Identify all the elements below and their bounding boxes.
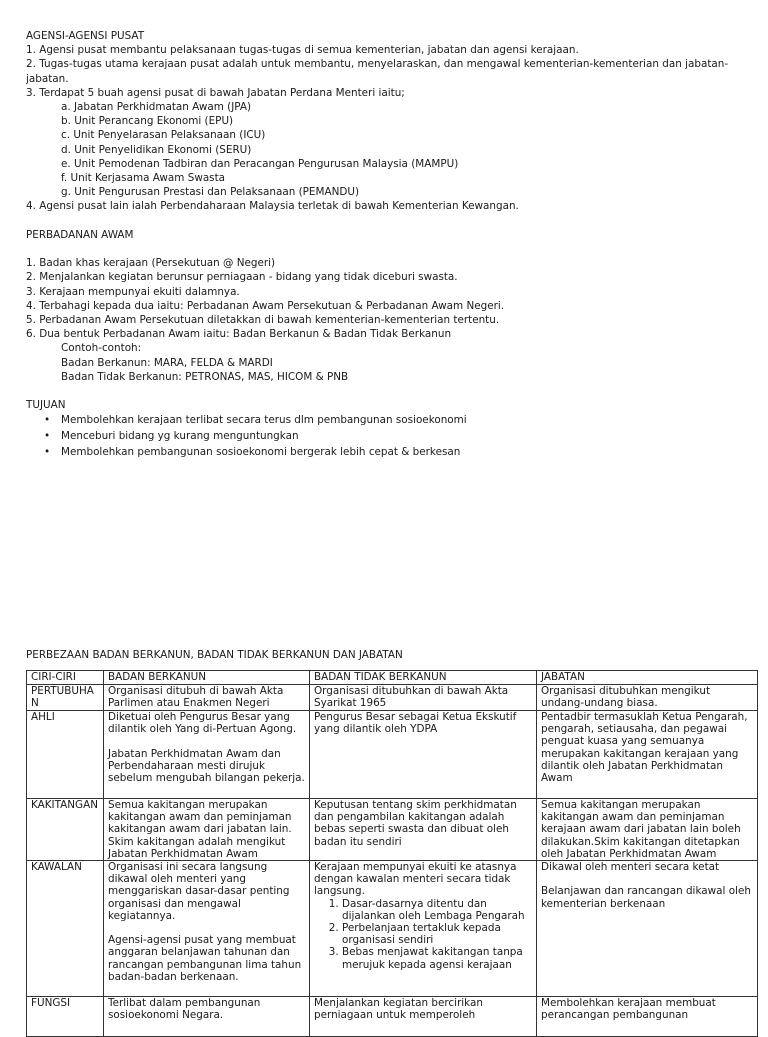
cell-paragraph: Kerajaan mempunyai ekuiti ke atasnya dengan kawalan menteri secara tidak langsung. (314, 861, 517, 898)
contoh-label: Contoh-contoh: (61, 342, 142, 355)
comparison-table (26, 670, 758, 1037)
row-label-kakitangan: KAKITANGAN (27, 799, 104, 861)
agensi-point-4: 4. Agensi pusat lain ialah Perbendaharaan Malaysia terletak di bawah Kementerian Kewangan. (26, 200, 519, 213)
agensi-unit-d: d. Unit Penyelidikan Ekonomi (SERU) (61, 143, 252, 156)
cell-text (104, 861, 310, 997)
table-row (27, 711, 758, 799)
row-label-kawalan: KAWALAN (27, 861, 104, 997)
cell-text: Organisasi ditubuh di bawah Akta Parlimen atau Enakmen Negeri (104, 685, 310, 711)
contoh-badan-tidak-berkanun: Badan Tidak Berkanun: PETRONAS, MAS, HICOM & PNB (61, 370, 349, 383)
tujuan-bullet: • Membolehkan kerajaan terlibat secara terus dlm pembangunan sosioekonomi (26, 412, 756, 428)
agensi-unit-b: b. Unit Perancang Ekonomi (EPU) (61, 115, 234, 128)
tujuan-bullet: • Menceburi bidang yg kurang menguntungkan (26, 428, 756, 444)
cell-text: Organisasi ditubuhkan mengikut undang-undang biasa. (537, 685, 758, 711)
list-item: 2. Perbelanjaan tertakluk kepada organisasi sendiri (342, 922, 532, 946)
row-label-pertubuhan: PERTUBUHAN (27, 685, 104, 711)
cell-text: Pengurus Besar sebagai Ketua Ekskutif yang dilantik oleh YDPA (310, 711, 537, 799)
list-item: 1. Dasar-dasarnya ditentu dan dijalankan oleh Lembaga Pengarah (342, 898, 532, 922)
perbadanan-heading: PERBADANAN AWAM (26, 228, 134, 241)
tujuan-bullet: • Membolehkan pembangunan sosioekonomi bergerak lebih cepat & berkesan (26, 444, 756, 460)
perbadanan-item-2: 2. Menjalankan kegiatan berunsur perniagaan - bidang yang tidak diceburi swasta. (26, 271, 458, 284)
perbadanan-item-3: 3. Kerajaan mempunyai ekuiti dalamnya. (26, 285, 240, 298)
agensi-unit-f: f. Unit Kerjasama Awam Swasta (61, 172, 226, 185)
document-body (26, 29, 756, 460)
agensi-unit-e: e. Unit Pemodenan Tadbiran dan Peracangan Pengurusan Malaysia (MAMPU) (61, 157, 459, 170)
header-badan-berkanun: BADAN BERKANUN (104, 671, 310, 685)
header-jabatan: JABATAN (537, 671, 758, 685)
row-label-ahli: AHLI (27, 711, 104, 799)
perbadanan-item-1: 1. Badan khas kerajaan (Persekutuan @ Negeri) (26, 257, 276, 270)
cell-text (310, 861, 537, 997)
cell-text: Organisasi ditubuhkan di bawah Akta Syarikat 1965 (310, 685, 537, 711)
cell-text: Menjalankan kegiatan bercirikan perniagaan untuk memperoleh (310, 997, 537, 1037)
perbadanan-item-5: 5. Perbadanan Awam Persekutuan diletakkan di bawah kementerian-kementerian tertentu. (26, 314, 500, 327)
perbadanan-item-6: 6. Dua bentuk Perbadanan Awam iaitu: Badan Berkanun & Badan Tidak Berkanun (26, 328, 452, 341)
cell-text: Membolehkan kerajaan membuat perancangan pembangunan (537, 997, 758, 1037)
agensi-point-2-cont: jabatan. (26, 72, 69, 85)
cell-text: Pentadbir termasuklah Ketua Pengarah, pengarah, setiausaha, dan pegawai penguat kuasa yang semuanya merupakan kakitangan kerajaan yang dilantik oleh Jabatan Perkhidmatan Awam (537, 711, 758, 799)
cell-text: Semua kakitangan merupakan kakitangan awam dan peminjaman kakitangan awam dari jabatan lain. Skim kakitangan adalah mengikut Jabatan Perkhidmatan Awam (104, 799, 310, 861)
tujuan-heading: TUJUAN (26, 399, 66, 412)
contoh-badan-berkanun: Badan Berkanun: MARA, FELDA & MARDI (61, 356, 273, 369)
perbadanan-item-4: 4. Terbahagi kepada dua iaitu: Perbadanan Awam Persekutuan & Perbadanan Awam Negeri. (26, 299, 505, 312)
cell-paragraph: Jabatan Perkhidmatan Awam dan Perbendaharaan mesti dirujuk sebelum mengubah bilangan pekerja. (108, 747, 305, 784)
cell-paragraph: Belanjawan dan rancangan dikawal oleh kementerian berkenaan (541, 885, 751, 910)
cell-text: Keputusan tentang skim perkhidmatan dan pengambilan kakitangan adalah bebas seperti swasta dan dibuat oleh badan itu sendiri (310, 799, 537, 861)
agensi-unit-c: c. Unit Penyelarasan Pelaksanaan (ICU) (61, 129, 266, 142)
table-title: PERBEZAAN BADAN BERKANUN, BADAN TIDAK BERKANUN DAN JABATAN (26, 649, 403, 661)
cell-text (104, 711, 310, 799)
kawalan-list (314, 898, 532, 971)
agensi-point-2: 2. Tugas-tugas utama kerajaan pusat adalah untuk membantu, menyelaraskan, dan mengawal kementerian-kementerian dan jabatan- (26, 58, 729, 71)
agensi-unit-a: a. Jabatan Perkhidmatan Awam (JPA) (61, 101, 252, 114)
table-row (27, 997, 758, 1037)
table-row (27, 799, 758, 861)
table-header-row (27, 671, 758, 685)
agensi-point-3: 3. Terdapat 5 buah agensi pusat di bawah Jabatan Perdana Menteri iaitu; (26, 86, 405, 99)
agensi-point-1: 1. Agensi pusat membantu pelaksanaan tugas-tugas di semua kementerian, jabatan dan agensi kerajaan. (26, 44, 579, 57)
cell-paragraph: Dikawal oleh menteri secara ketat (541, 861, 720, 874)
cell-paragraph: Diketuai oleh Pengurus Besar yang dilantik oleh Yang di-Pertuan Agong. (108, 711, 297, 736)
cell-text: Semua kakitangan merupakan kakitangan awam dan peminjaman kerajaan awam dari jabatan lain boleh dilakukan.Skim kakitangan ditetapkan oleh Jabatan Perkhidmatan Awam (537, 799, 758, 861)
tujuan-list (26, 412, 756, 460)
header-ciri-ciri: CIRI-CIRI (27, 671, 104, 685)
table-row (27, 861, 758, 997)
cell-paragraph: Organisasi ini secara langsung dikawal oleh menteri yang menggariskan dasar-dasar penting organisasi dan mengawal kegiatannya. (108, 861, 290, 922)
header-badan-tidak-berkanun: BADAN TIDAK BERKANUN (310, 671, 537, 685)
row-label-fungsi: FUNGSI (27, 997, 104, 1037)
agensi-heading: AGENSI-AGENSI PUSAT (26, 30, 145, 42)
cell-paragraph: Agensi-agensi pusat yang membuat anggaran belanjawan tahunan dan rancangan pembangunan lima tahun badan-badan berkenaan. (108, 934, 302, 983)
cell-text: Terlibat dalam pembangunan sosioekonomi Negara. (104, 997, 310, 1037)
list-item: 3. Bebas menjawat kakitangan tanpa merujuk kepada agensi kerajaan (342, 946, 532, 970)
cell-text (537, 861, 758, 997)
agensi-unit-g: g. Unit Pengurusan Prestasi dan Pelaksanaan (PEMANDU) (61, 186, 360, 199)
table-row (27, 685, 758, 711)
